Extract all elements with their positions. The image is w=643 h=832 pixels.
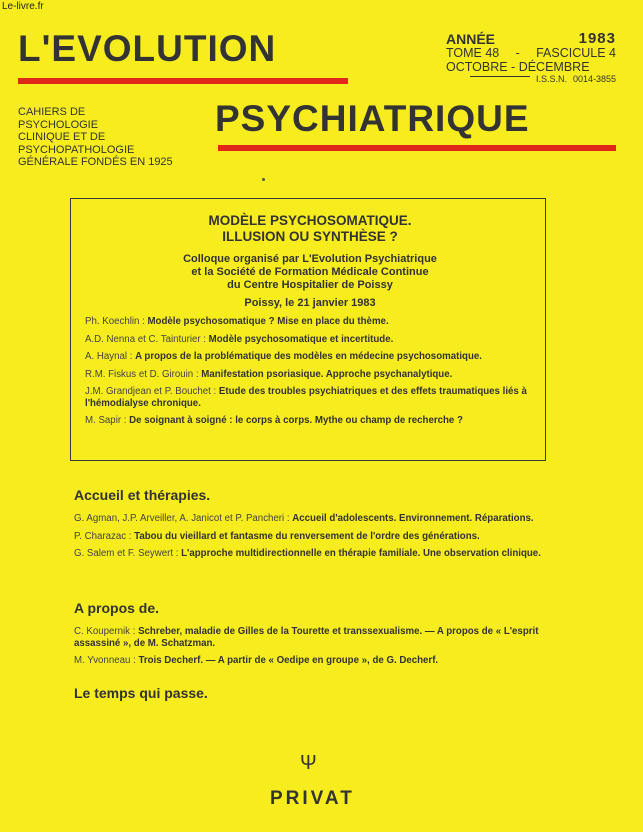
entry-title: Modèle psychosomatique et incertitude.: [208, 333, 394, 345]
journal-title-line1: L'EVOLUTION: [18, 28, 277, 69]
description-line: CAHIERS DE: [18, 106, 86, 118]
entry-author: R.M. Fiskus et D. Girouin :: [85, 368, 202, 380]
issn-number: 0014-3855: [572, 74, 616, 84]
toc-entry: [85, 369, 535, 381]
entry-title: Trois Decherf. — A partir de « Oedipe en groupe », de G. Decherf.: [138, 655, 439, 666]
title-underline-2: [218, 145, 616, 151]
entry-title: L'approche multidirectionnelle en thérapie familiale. Une observation clinique.: [181, 548, 541, 559]
entry-author: G. Salem et F. Seywert :: [74, 548, 182, 559]
section-apropos: [74, 600, 564, 673]
entry-title: Modèle psychosomatique ? Mise en place du thème.: [147, 316, 389, 327]
colloque-entries: [85, 316, 535, 427]
psi-logo-icon: Ψ: [300, 752, 317, 774]
box-title-line: MODÈLE PSYCHOSOMATIQUE.: [208, 213, 412, 228]
annee-label: ANNÉE: [446, 31, 496, 47]
colloque-line: et la Société de Formation Médicale Continue: [191, 266, 429, 278]
section-heading: A propos de.: [74, 600, 160, 616]
box-title-line: ILLUSION OU SYNTHÈSE ?: [222, 229, 398, 244]
entry-title: A propos de la problématique des modèles en médecine psychosomatique.: [135, 351, 482, 362]
toc-entry: [74, 655, 564, 667]
title-underline-1: [18, 78, 348, 84]
issn-rule: [470, 76, 530, 86]
entry-author: P. Charazac :: [74, 530, 135, 542]
toc-entry: [85, 351, 535, 363]
description-line: PSYCHOLOGIE: [18, 118, 99, 131]
toc-entry: [74, 626, 564, 649]
entry-author: Ph. Koechlin :: [85, 316, 148, 327]
colloque-date: Poissy, le 21 janvier 1983: [244, 297, 376, 309]
colloque-text: [85, 253, 535, 292]
issue-year: 1983: [578, 30, 616, 47]
description-line: PSYCHOPATHOLOGIE: [18, 143, 135, 156]
toc-entry: [74, 548, 564, 560]
entry-title: Schreber, maladie de Gilles de la Tourette et transsexualisme. — A propos de « L'esprit assassiné », de M. Schatzman.: [74, 626, 539, 649]
toc-entry: [74, 531, 564, 543]
issue-tome: TOME 48: [446, 46, 500, 60]
journal-description: [18, 106, 173, 169]
entry-author: J.M. Grandjean et P. Bouchet :: [85, 386, 219, 397]
issn-label: I.S.S.N.: [535, 74, 567, 84]
ink-dot: [262, 178, 265, 181]
toc-entry: [85, 415, 535, 427]
entry-author: A.D. Nenna et C. Tainturier :: [85, 333, 209, 345]
entry-author: C. Koupernik :: [74, 626, 139, 637]
section-accueil: [74, 487, 564, 566]
description-line: GÉNÉRALE FONDÉS EN 1925: [18, 156, 173, 168]
toc-entry: [85, 386, 535, 409]
publisher-name: PRIVAT: [270, 788, 355, 809]
toc-entry: [85, 316, 535, 328]
section-heading: Accueil et thérapies.: [74, 487, 211, 503]
colloque-line: du Centre Hospitalier de Poissy: [227, 279, 393, 291]
issue-info: ANNÉE 1983 TOME 48 - FASCICULE 4 OCTOBRE - DÉCEMBRE I.S.S.N. 0014-3855: [446, 30, 616, 84]
journal-title-line2: PSYCHIATRIQUE: [215, 98, 530, 139]
watermark-text: Le-livre.fr: [2, 1, 44, 12]
box-title: [85, 213, 535, 245]
entry-title: Etude des troubles psychiatriques et des effets traumatiques liés à l'hémodialyse chronique.: [85, 386, 527, 409]
entry-title: De soignant à soigné : le corps à corps. Mythe ou champ de recherche ?: [129, 415, 463, 426]
colloque-box: [70, 198, 546, 461]
colloque-line: Colloque organisé par L'Evolution Psychiatrique: [183, 253, 437, 265]
entry-title: Accueil d'adolescents. Environnement. Réparations.: [292, 513, 534, 524]
issue-fascicule: FASCICULE 4: [536, 46, 616, 60]
entry-author: G. Agman, J.P. Arveiller, A. Janicot et P. Pancheri :: [74, 513, 293, 524]
entry-author: A. Haynal :: [85, 351, 136, 362]
toc-entry: [85, 334, 535, 346]
entry-title: Manifestation psoriasique. Approche psychanalytique.: [201, 368, 453, 380]
section-temps: Le temps qui passe.: [74, 685, 208, 701]
issue-period: OCTOBRE - DÉCEMBRE: [446, 60, 590, 74]
entry-author: M. Yvonneau :: [74, 655, 139, 666]
toc-entry: [74, 513, 564, 525]
description-line: CLINIQUE ET DE: [18, 131, 106, 143]
entry-author: M. Sapir :: [85, 415, 130, 426]
entry-title: Tabou du vieillard et fantasme du renversement de l'ordre des générations.: [134, 530, 480, 542]
